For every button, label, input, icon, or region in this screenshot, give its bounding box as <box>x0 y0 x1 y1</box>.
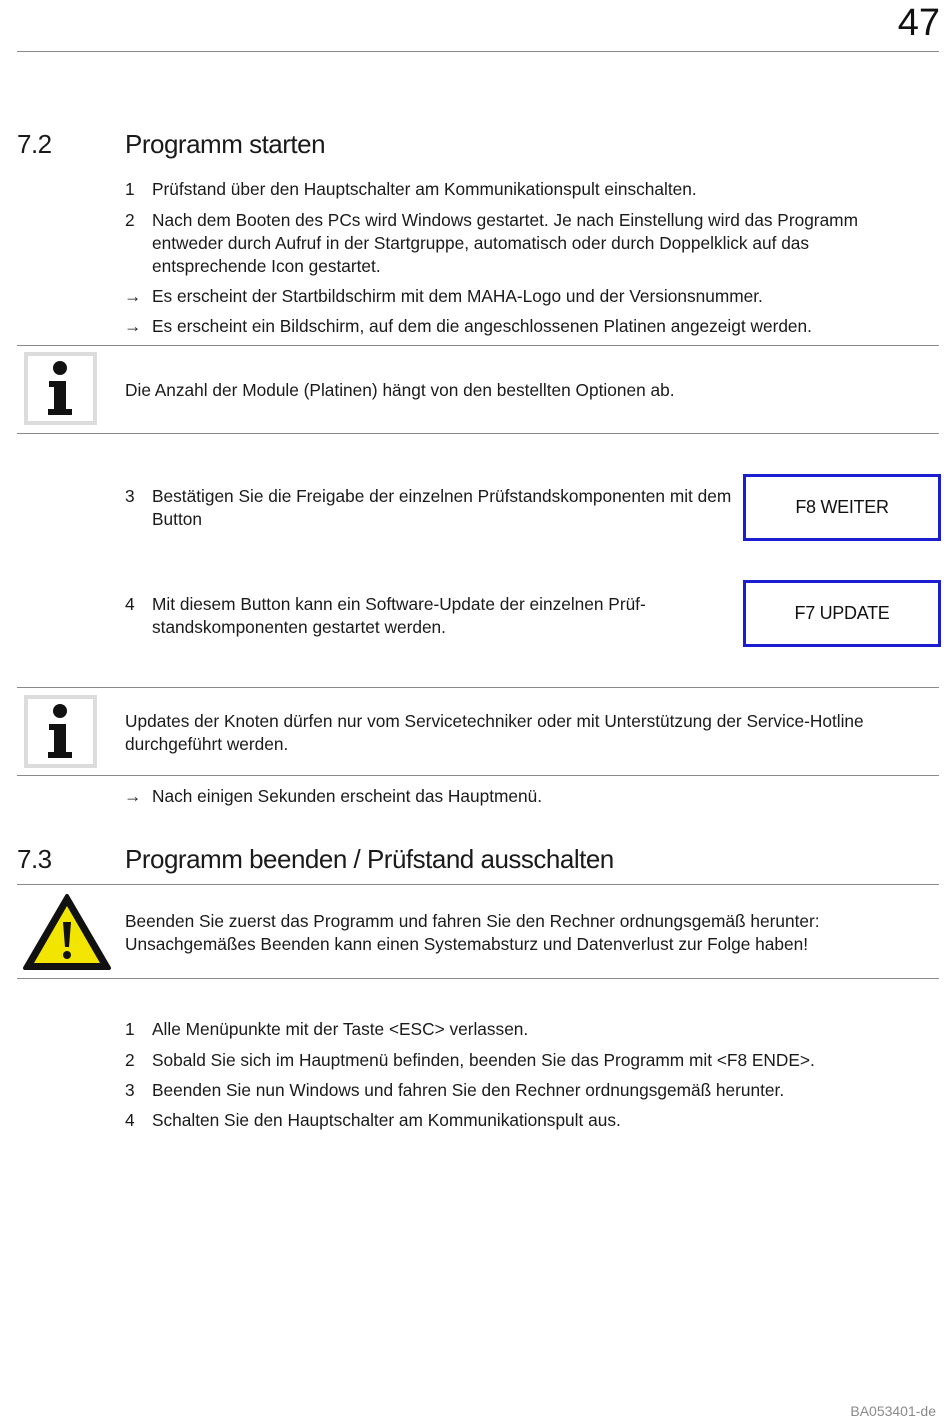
result-text: Es erscheint ein Bildschirm, auf dem die angeschlossenen Platinen angezeigt werden. <box>152 316 812 336</box>
result-arrow-icon: → <box>124 786 142 806</box>
document-code: BA053401-de <box>850 1403 936 1419</box>
step-text: Nach dem Booten des PCs wird Windows gestartet. Je nach Einstellung wird das Programm entweder durch Aufruf in der Startgruppe, automatisch oder durch Doppelklick auf das entsprechende Icon gestartet. <box>152 210 858 276</box>
section-title: Programm starten <box>125 129 326 159</box>
step-number: 4 <box>125 1110 135 1130</box>
step-number: 3 <box>125 486 135 506</box>
warning-text: Beenden Sie zuerst das Programm und fahren Sie den Rechner ordnungsgemäß herunter: Unsachgemäßes Beenden kann einen Systemabsturz und Datenverlust zur Folge haben! <box>125 911 820 954</box>
info-icon <box>24 352 97 425</box>
f8-weiter-button[interactable]: F8 WEITER <box>743 474 941 541</box>
result-text: Es erscheint der Startbildschirm mit dem MAHA-Logo und der Versionsnummer. <box>152 286 763 306</box>
note-rule-top <box>17 687 939 688</box>
info-note-text: Die Anzahl der Module (Platinen) hängt von den bestellten Optionen ab. <box>125 380 675 400</box>
warning-rule-bottom <box>17 978 939 979</box>
info-icon <box>24 695 97 768</box>
note-rule-bottom <box>17 775 939 776</box>
result-arrow-icon: → <box>124 286 142 306</box>
note-rule-bottom <box>17 433 939 434</box>
step-number: 2 <box>125 1050 135 1070</box>
step-text: Prüfstand über den Hauptschalter am Kommunikationspult einschalten. <box>152 179 697 199</box>
f7-update-button[interactable]: F7 UPDATE <box>743 580 941 647</box>
step-number: 1 <box>125 179 135 199</box>
step-text: Sobald Sie sich im Hauptmenü befinden, beenden Sie das Programm mit <F8 ENDE>. <box>152 1050 815 1070</box>
step-text: Bestätigen Sie die Freigabe der einzelnen Prüfstandskomponenten mit dem Button <box>152 486 732 529</box>
page-number: 47 <box>897 2 940 44</box>
step-text: Beenden Sie nun Windows und fahren Sie den Rechner ordnungsgemäß herunter. <box>152 1080 785 1100</box>
step-text: Alle Menüpunkte mit der Taste <ESC> verlassen. <box>152 1019 529 1039</box>
step-number: 2 <box>125 210 135 230</box>
result-text: Nach einigen Sekunden erscheint das Hauptmenü. <box>152 786 543 806</box>
section-number: 7.3 <box>17 844 52 874</box>
step-number: 3 <box>125 1080 135 1100</box>
step-text: Schalten Sie den Hauptschalter am Kommunikationspult aus. <box>152 1110 621 1130</box>
section-number: 7.2 <box>17 129 52 159</box>
section-rule <box>17 884 939 885</box>
result-arrow-icon: → <box>124 316 142 336</box>
step-number: 1 <box>125 1019 135 1039</box>
section-title: Programm beenden / Prüfstand ausschalten <box>125 844 614 874</box>
step-text: Mit diesem Button kann ein Software-Update der einzelnen Prüf-standskomponenten gestartet werden. <box>152 594 646 637</box>
note-rule-top <box>17 345 939 346</box>
warning-triangle-icon <box>22 892 112 972</box>
info-note-text: Updates der Knoten dürfen nur vom Servicetechniker oder mit Unterstützung der Service-Hotline durchgeführt werden. <box>125 711 864 754</box>
step-number: 4 <box>125 594 135 614</box>
header-rule <box>17 51 939 52</box>
